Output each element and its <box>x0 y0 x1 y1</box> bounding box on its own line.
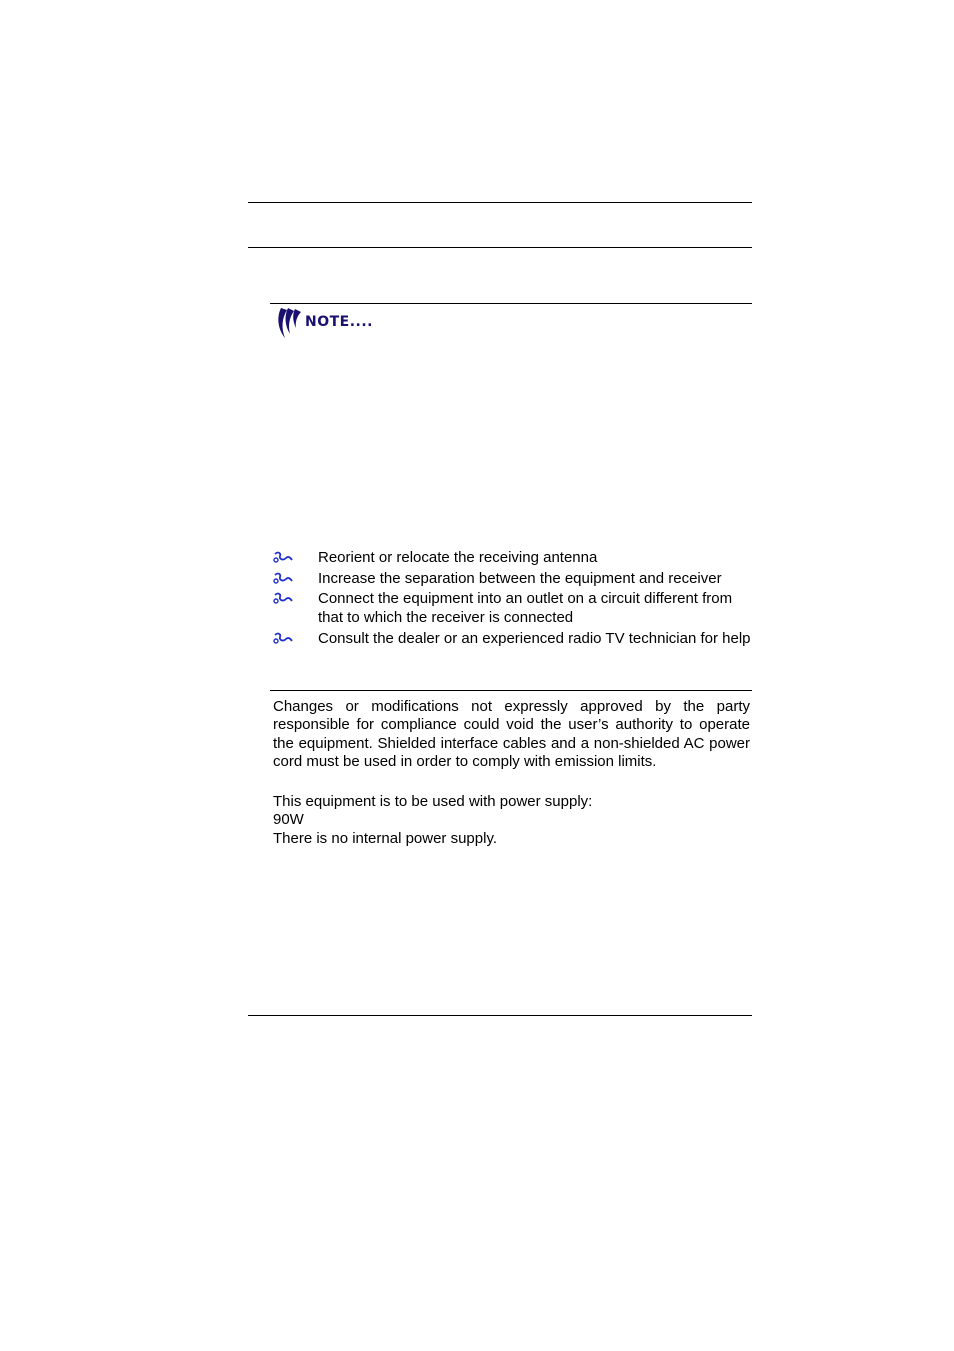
list-item <box>272 548 752 567</box>
curl-bullet-icon <box>273 551 293 564</box>
compliance-paragraph: Changes or modifications not expressly approved by the party responsible for compliance could void the user’s authority to operate the equipment. Shielded interface cables and a non-shielded AC power cord must be used in order to comply with emission limits. <box>273 698 750 771</box>
compliance-rule <box>270 690 752 691</box>
curl-bullet-icon <box>273 592 293 605</box>
note-label: NOTE.... <box>305 314 374 330</box>
suggestion-list <box>272 548 752 649</box>
list-item <box>272 629 752 648</box>
quill-icon <box>275 306 303 340</box>
list-item <box>272 589 752 627</box>
list-item-text: Consult the dealer or an experienced radio TV technician for help <box>318 629 751 647</box>
list-item-text: Increase the separation between the equipment and receiver <box>318 569 722 587</box>
note-rule <box>270 303 752 304</box>
header-rule-bottom <box>248 247 752 248</box>
curl-bullet-icon <box>273 632 293 645</box>
list-item <box>272 569 752 588</box>
list-item-text: Reorient or relocate the receiving antenna <box>318 549 598 566</box>
internal-power-note: There is no internal power supply. <box>273 830 498 847</box>
list-item-text: Connect the equipment into an outlet on a circuit different from that to which the receiver is connected <box>318 590 733 626</box>
header-rule-top <box>248 202 752 203</box>
curl-bullet-icon <box>273 572 293 585</box>
power-rating: 90W <box>273 811 304 828</box>
power-supply-line: This equipment is to be used with power supply: <box>273 793 593 810</box>
footer-rule <box>248 1015 752 1016</box>
